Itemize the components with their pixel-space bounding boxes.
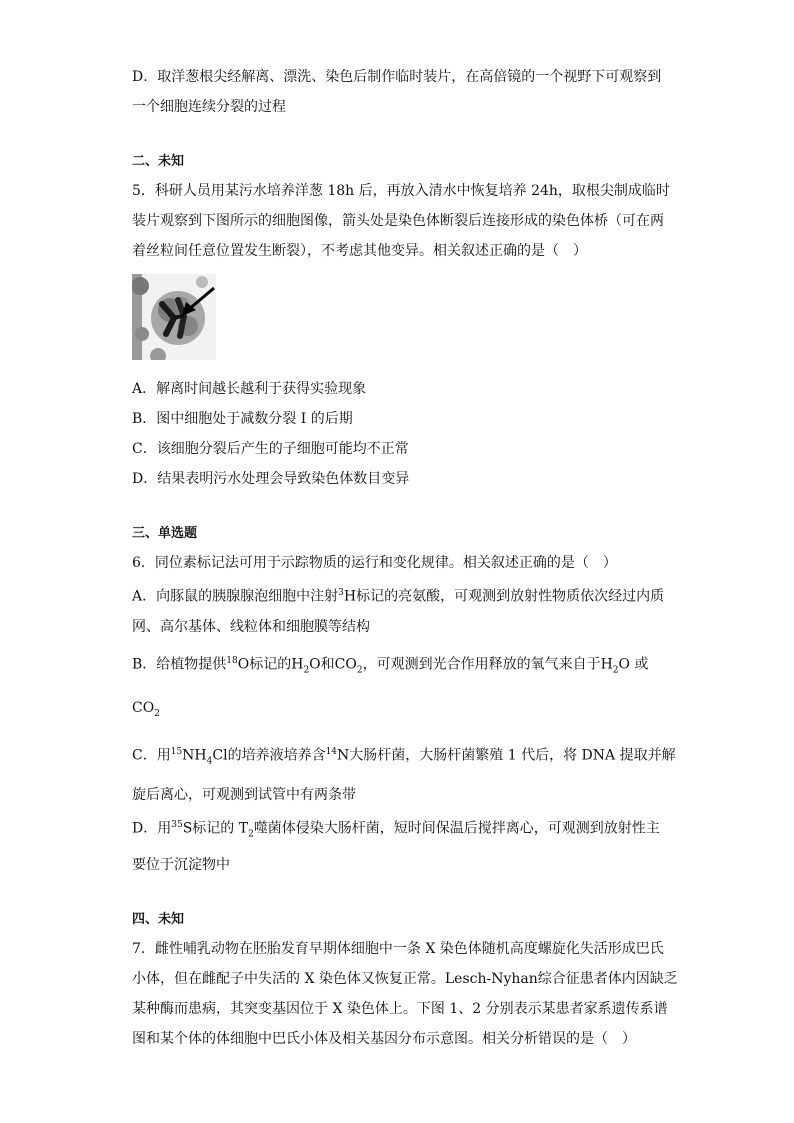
q5-option-b: B．图中细胞处于减数分裂 I 的后期 [132,411,353,427]
q6-option-a-line1: A．向豚鼠的胰腺腺泡细胞中注射$^3$H标记的亮氨酸，可观测到放射性物质依次经过内质 [132,588,665,605]
q5-stem-line1: 5．科研人员用某污水培养洋葱 18h 后，再放入清水中恢复培养 24h，取根尖制成临时 [132,183,670,199]
q7-stem-line1: 7．雌性哺乳动物在胚胎发育早期体细胞中一条 X 染色体随机高度螺旋化失活形成巴氏 [132,940,664,957]
document-page [132,62,678,1054]
q5-option-d: D．结果表明污水处理会导致染色体数目变异 [132,471,410,487]
q7-stem-line4: 图和某个体的体细胞中巴氏小体及相关基因分布示意图。相关分析错误的是（ ） [132,1030,636,1047]
q5-stem-line3: 着丝粒间任意位置发生断裂），不考虑其他变异。相关叙述正确的是（ ） [132,243,587,259]
q6-stem: 6．同位素标记法可用于示踪物质的运行和变化规律。相关叙述正确的是（ ） [132,555,617,571]
q6-option-d-line1: D．用$^{35}$S标记的 $T_2$噬菌体侵染大肠杆菌，短时间保温后搅拌离心，可观测到放射性主 [132,820,660,840]
cell-micrograph-figure [132,274,216,360]
q7-stem-line2: 小体，但在雌配子中失活的 X 染色体又恢复正常。Lesch-Nyhan综合征患者体内因缺乏 [132,970,678,987]
q7-stem-line3: 某种酶而患病，其突变基因位于 X 染色体上。下图 1、2 分别表示某患者家系遗传系谱 [132,1000,668,1017]
q4-option-d-line2: 一个细胞连续分裂的过程 [132,99,286,115]
section-heading-2: 二、未知 [132,154,185,169]
q5-option-c: C．该细胞分裂后产生的子细胞可能均不正常 [132,441,409,457]
section-heading-4: 四、未知 [132,911,185,927]
q6-option-a-line2: 网、高尔基体、线粒体和细胞膜等结构 [132,618,370,635]
q6-option-b-line1: B．给植物提供$^{18}$O标记的$H_2O$和$CO_2$，可观测到光合作用释放的氧气来自于$H_2O$ 或 [132,655,649,676]
q6-option-c-line1: C．用$^{15}NH_4Cl$的培养液培养含$^{14}$N大肠杆菌，大肠杆菌繁殖 1 代后，将 DNA 提取并解 [132,746,676,767]
section-heading-3: 三、单选题 [132,526,198,541]
q6-option-d-line2: 要位于沉淀物中 [132,856,230,873]
q6-option-b-line2: $CO_2$ [132,700,160,719]
q5-stem-line2: 装片观察到下图所示的细胞图像，箭头处是染色体断裂后连接形成的染色体桥（可在两 [132,213,664,229]
q5-option-a: A．解离时间越长越利于获得实验现象 [132,381,367,397]
q6-option-c-line2: 旋后离心，可观测到试管中有两条带 [132,787,356,804]
q4-option-d-line1: D．取洋葱根尖经解离、漂洗、染色后制作临时装片，在高倍镜的一个视野下可观察到 [132,69,662,85]
